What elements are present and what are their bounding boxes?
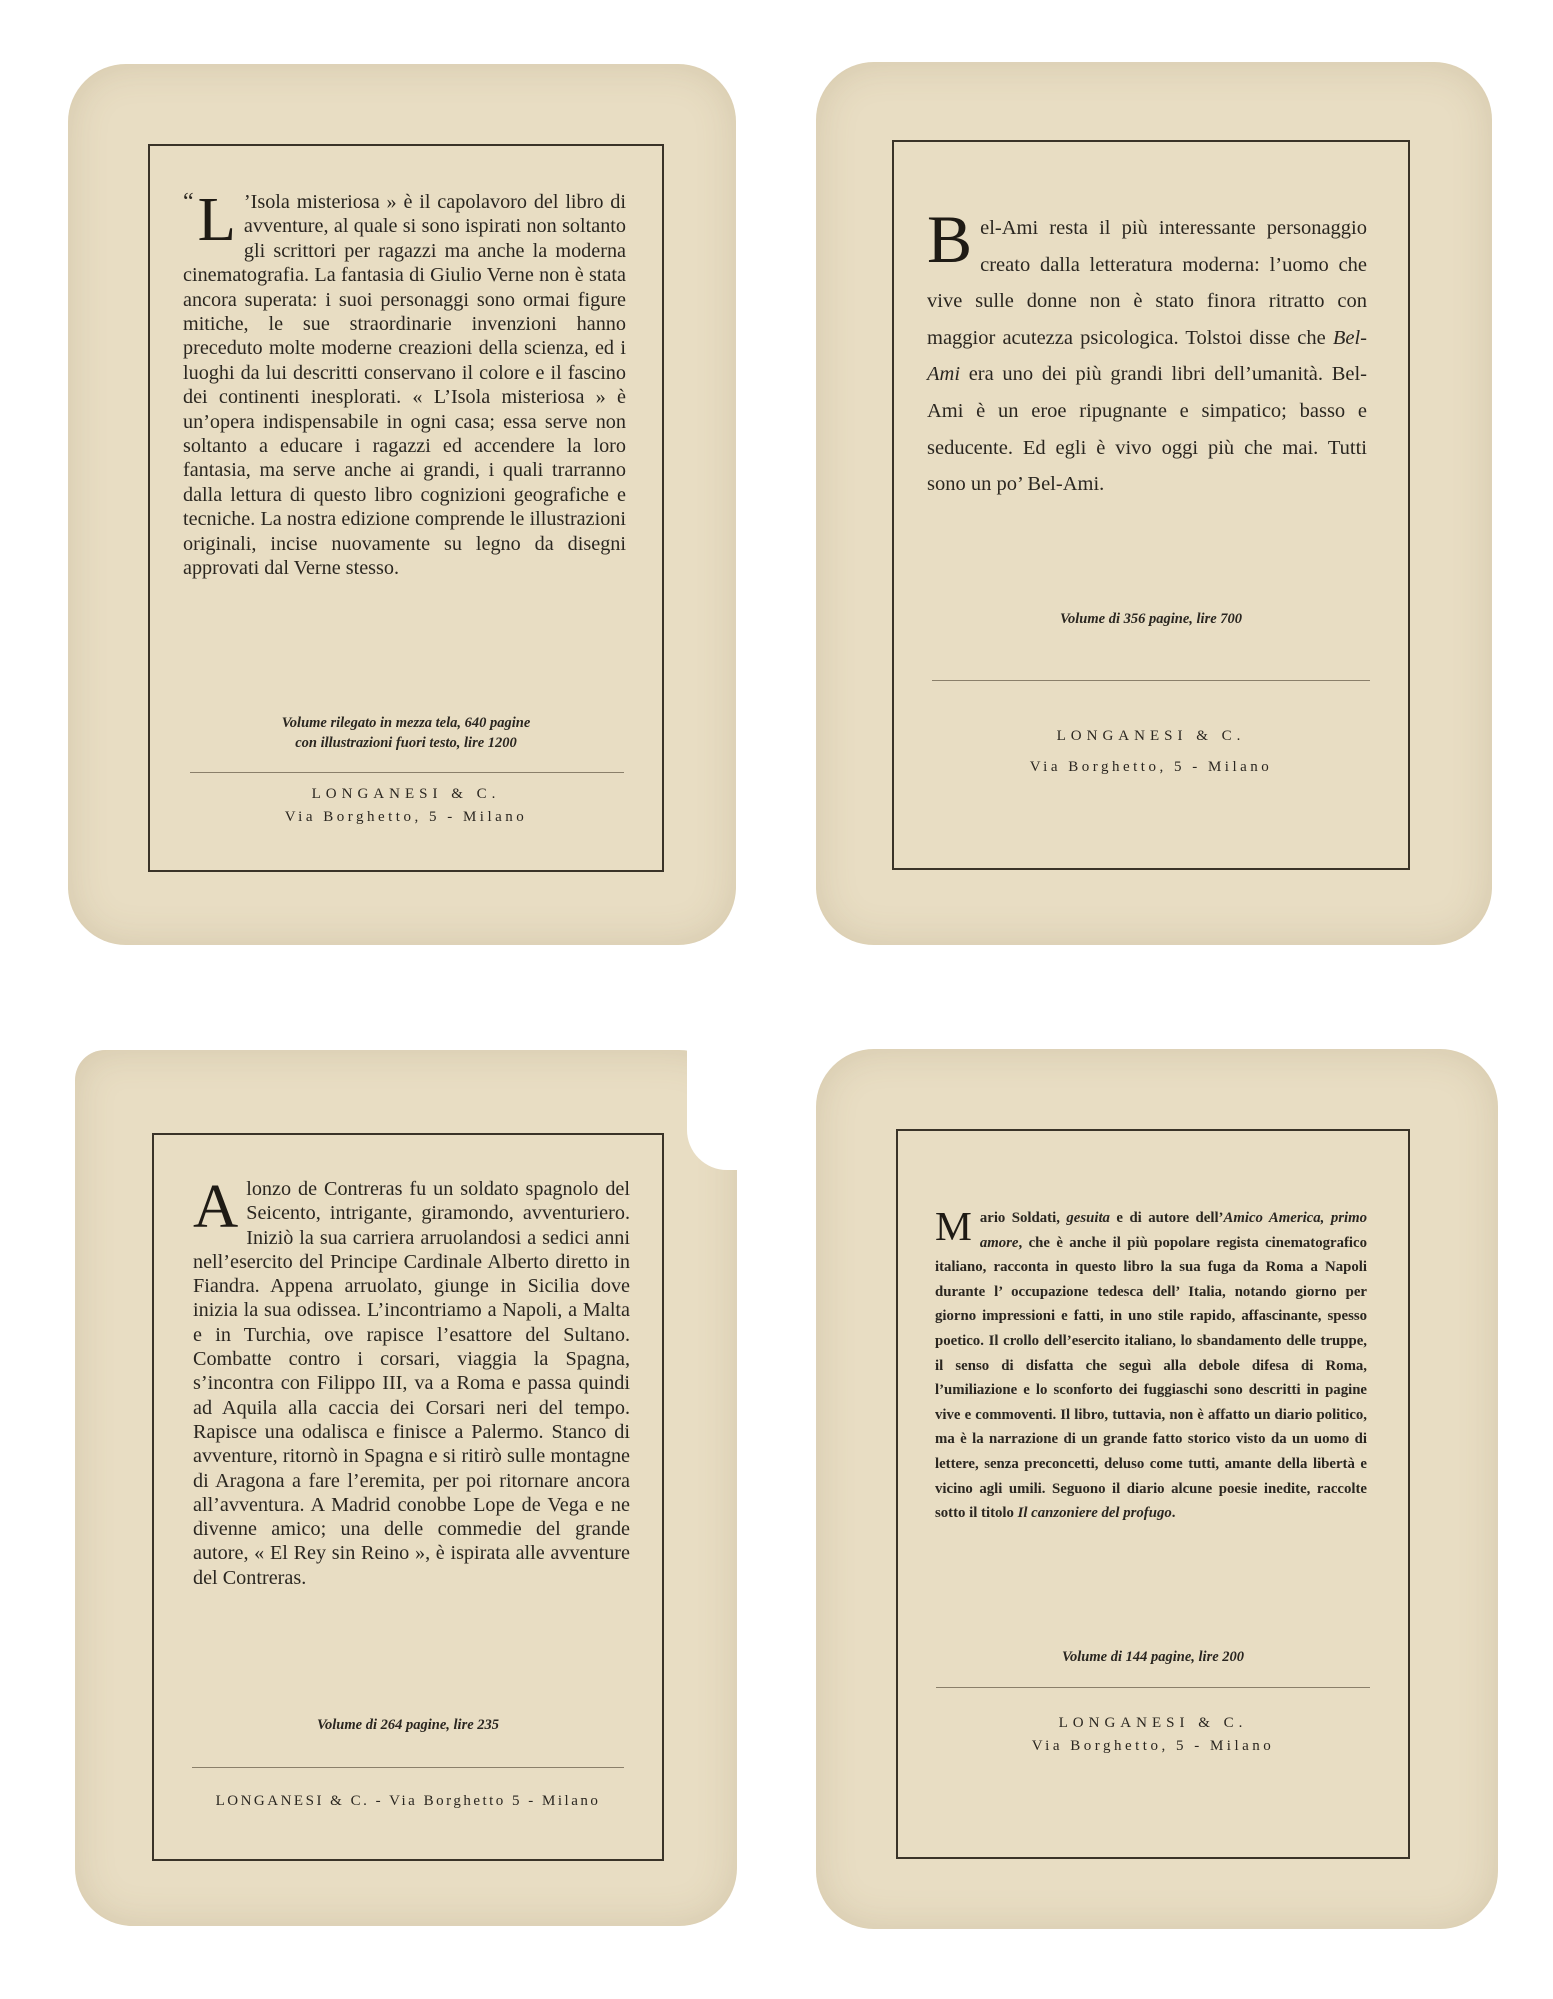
card-isola-misteriosa bbox=[68, 64, 736, 945]
divider bbox=[190, 772, 624, 773]
divider bbox=[932, 680, 1370, 681]
paragraph-text-c: , che è anche il più popolare regista cinematografico italiano, racconta in questo libro la sua fuga da Roma a Napoli durante l’ occupazione tedesca dell’ Italia, notando giorno per giorno impressioni e fatti, in uno stile rapido, affascinante, spesso poetico. Il crollo dell’esercito italiano, lo sbandamento delle truppe, il senso di disfatta che seguì alla debole difesa di Roma, l’umiliazione e lo sconforto dei fuggiaschi sono descritti in pagine vive e commoventi. Il libro, tuttavia, non è affatto un diario politico, ma è la narrazione di un grande fatto storico visto da un uomo di lettere, senza preconcetti, deluso come tutti, amante della libertà e vicino agli umili. Seguono il diario alcune poesie inedite, raccolte sotto il titolo bbox=[935, 1234, 1367, 1522]
paragraph-text-d: . bbox=[1171, 1505, 1176, 1522]
publisher-address: Via Borghetto, 5 - Milano bbox=[284, 809, 528, 825]
volume-note: Volume di 356 pagine, lire 700 bbox=[1059, 611, 1243, 627]
publisher-name: LONGANESI & C. bbox=[1056, 728, 1246, 744]
volume-note-line1: Volume rilegato in mezza tela, 640 pagine bbox=[281, 715, 531, 731]
card-soldati bbox=[816, 1049, 1498, 1929]
drop-cap: M bbox=[935, 1203, 972, 1249]
open-quote: “ bbox=[183, 189, 194, 215]
divider bbox=[192, 1767, 624, 1768]
drop-cap: B bbox=[927, 202, 973, 277]
paragraph-italic-2: Amico America, primo amore bbox=[979, 1210, 1367, 1251]
paragraph-text: lonzo de Contreras fu un soldato spagnolo del Seicento, intrigante, giramondo, avventuriero. Iniziò la sua carriera arruolandosi a sedici anni nell’esercito del Principe Cardinale Alberto diretto in Fiandra. Appena arruolato, giunge in Sicilia dove inizia la sua odissea. L’incontriamo a Napoli, a Malta e in Turchia, ove rapisce l’esattore del Sultano. Combatte contro i corsari, viaggia la Spagna, s’incontra con Filippo III, va a Roma e passa quindi ad Aquila alla caccia dei Corsari neri del tempo. Rapisce una odalisca e finisce a Palermo. Stanco di avventure, ritornò in Spagna e si ritirò sulle montagne di Aragona a fare l’eremita, per poi ritornare ancora all’avventura. A Madrid conobbe Lope de Vega e ne divenne amico; una delle commedie del grande autore, « El Rey sin Reino », è ispirata alle avventure del Contreras. bbox=[193, 1178, 630, 1589]
paragraph-text-b: e di autore dell’ bbox=[1109, 1210, 1224, 1226]
publisher-address: Via Borghetto, 5 - Milano bbox=[1031, 1738, 1275, 1754]
drop-cap: L bbox=[197, 184, 236, 254]
description-paragraph bbox=[193, 1171, 630, 1590]
paragraph-text-a: el-Ami resta il più interessante personaggio creato dalla letteratura moderna: l’uomo che vive sulle donne non è stato finora ritratto con maggior acutezza psicologica. Tolstoi disse che bbox=[927, 217, 1367, 349]
paragraph-italic-title: Bel-Ami bbox=[927, 326, 1367, 386]
description-paragraph bbox=[183, 184, 626, 581]
publisher-name: LONGANESI & C. bbox=[311, 786, 501, 802]
description-paragraph bbox=[927, 202, 1367, 503]
volume-note-line2: con illustrazioni fuori testo, lire 1200 bbox=[295, 735, 517, 751]
volume-note: Volume di 264 pagine, lire 235 bbox=[316, 1717, 500, 1733]
paragraph-text: ’Isola misteriosa » è il capolavoro del libro di avventure, al quale si sono ispirati non soltanto gli scrittori per ragazzi ma anche la moderna cinematografia. La fantasia di Giulio Verne non è stata ancora superata: i suoi personaggi sono ormai figure mitiche, le sue straordinarie invenzioni hanno preceduto molte moderne creazioni della scienza, ed i luoghi da lui descritti conservano il colore e il fascino dei continenti inesplorati. « L’Isola misteriosa » è un’opera indispensabile in ogni casa; essa serve non soltanto a educare i ragazzi ed accendere la loro fantasia, ma serve anche ai grandi, i quali trarranno dalla lettura di questo libro cognizioni geografiche e tecniche. La nostra edizione comprende le illustrazioni originali, incise nuovamente su legno da disegni approvati dal Verne stesso. bbox=[183, 191, 626, 580]
paragraph-italic-1: gesuita bbox=[1066, 1210, 1110, 1226]
publisher-footer: LONGANESI & C. - Via Borghetto 5 - Milano bbox=[215, 1793, 601, 1809]
card-contreras bbox=[75, 1050, 737, 1926]
drop-cap: A bbox=[193, 1171, 239, 1241]
paragraph-text-b: era uno dei più grandi libri dell’umanità. Bel-Ami è un eroe ripugnante e simpatico; basso e seducente. Ed egli è vivo oggi più che mai. Tutti sono un po’ Bel-Ami. bbox=[927, 363, 1367, 496]
card-bel-ami bbox=[816, 62, 1492, 945]
publisher-name: LONGANESI & C. bbox=[1058, 1715, 1248, 1731]
paragraph-italic-3: Il canzoniere del profugo bbox=[1017, 1505, 1172, 1522]
paragraph-text-a: ario Soldati, bbox=[979, 1210, 1067, 1226]
divider bbox=[936, 1687, 1370, 1688]
volume-note: Volume di 144 pagine, lire 200 bbox=[1061, 1649, 1245, 1665]
torn-corner bbox=[687, 1050, 747, 1170]
description-paragraph bbox=[935, 1203, 1367, 1526]
publisher-address: Via Borghetto, 5 - Milano bbox=[1029, 759, 1273, 775]
